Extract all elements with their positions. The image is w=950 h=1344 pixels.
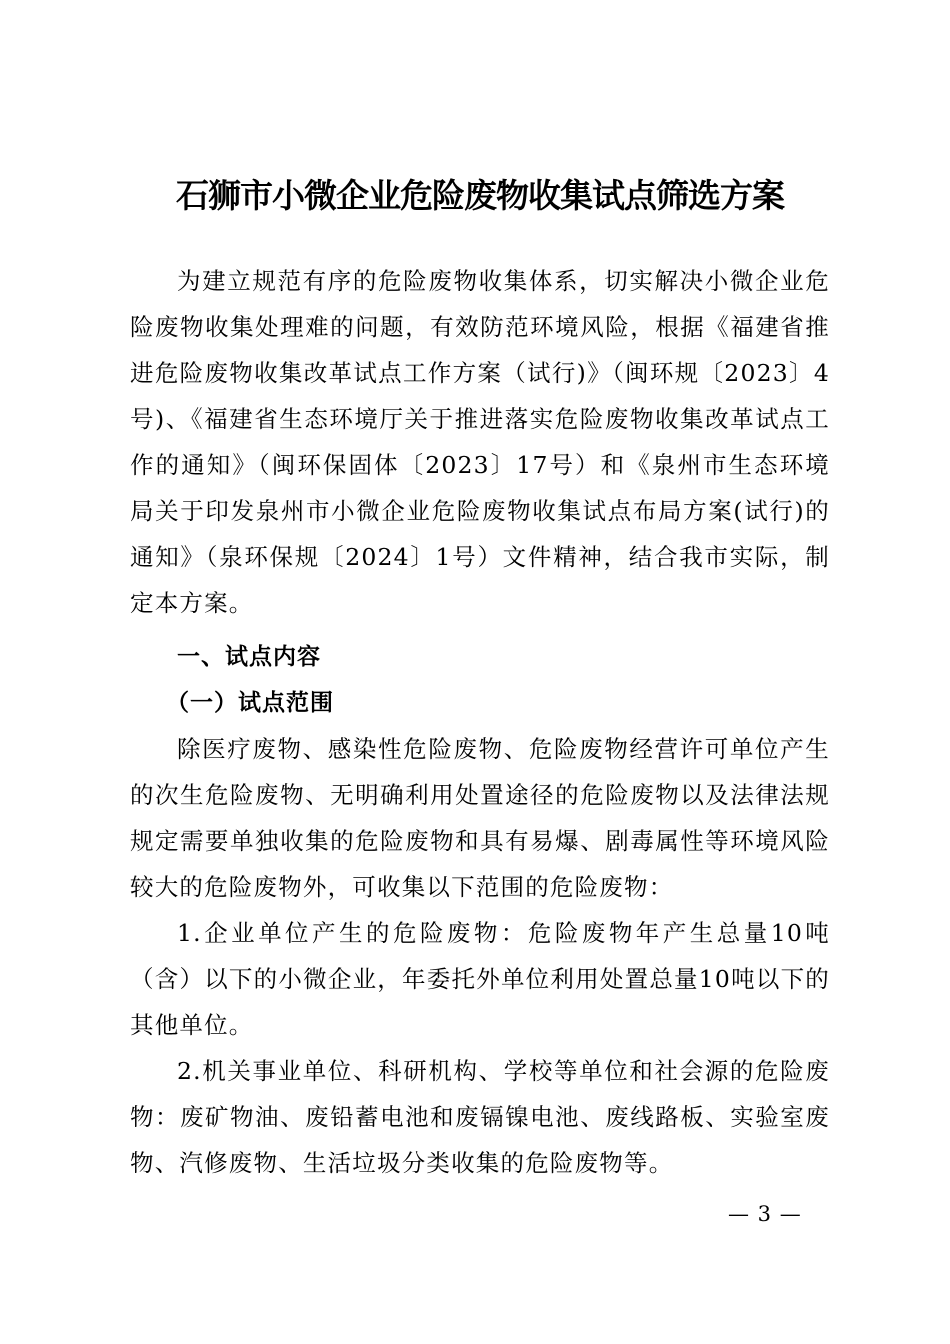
document-body: [130, 258, 830, 1186]
item-1-paragraph: 1.企业单位产生的危险废物：危险废物年产生总量10吨（含）以下的小微企业，年委托外单位利用处置总量10吨以下的其他单位。: [130, 919, 830, 1039]
subsection-heading: （一）试点范围: [166, 689, 334, 716]
spacer: [130, 626, 830, 634]
item-2-paragraph: 2.机关事业单位、科研机构、学校等单位和社会源的危险废物：废矿物油、废铅蓄电池和废镉镍电池、废线路板、实验室废物、汽修废物、生活垃圾分类收集的危险废物等。: [130, 1057, 830, 1177]
page-number: — 3 —: [728, 1202, 802, 1226]
scope-paragraph: 除医疗废物、感染性危险废物、危险废物经营许可单位产生的次生危险废物、无明确利用处置途径的危险废物以及法律法规规定需要单独收集的危险废物和具有易爆、剧毒属性等环境风险较大的危险废物外，可收集以下范围的危险废物：: [130, 735, 830, 901]
intro-paragraph: 为建立规范有序的危险废物收集体系，切实解决小微企业危险废物收集处理难的问题，有效防范环境风险，根据《福建省推进危险废物收集改革试点工作方案（试行)》（闽环规〔2023〕4号)、《福建省生态环境厅关于推进落实危险废物收集改革试点工作的通知》（闽环保固体〔2023〕17号）和《泉州市生态环境局关于印发泉州市小微企业危险废物收集试点布局方案(试行)的通知》（泉环保规〔2024〕1号）文件精神，结合我市实际，制定本方案。: [130, 267, 830, 617]
section-heading: 一、试点内容: [177, 644, 321, 670]
document-title: 石狮市小微企业危险废物收集试点筛选方案: [176, 176, 784, 215]
